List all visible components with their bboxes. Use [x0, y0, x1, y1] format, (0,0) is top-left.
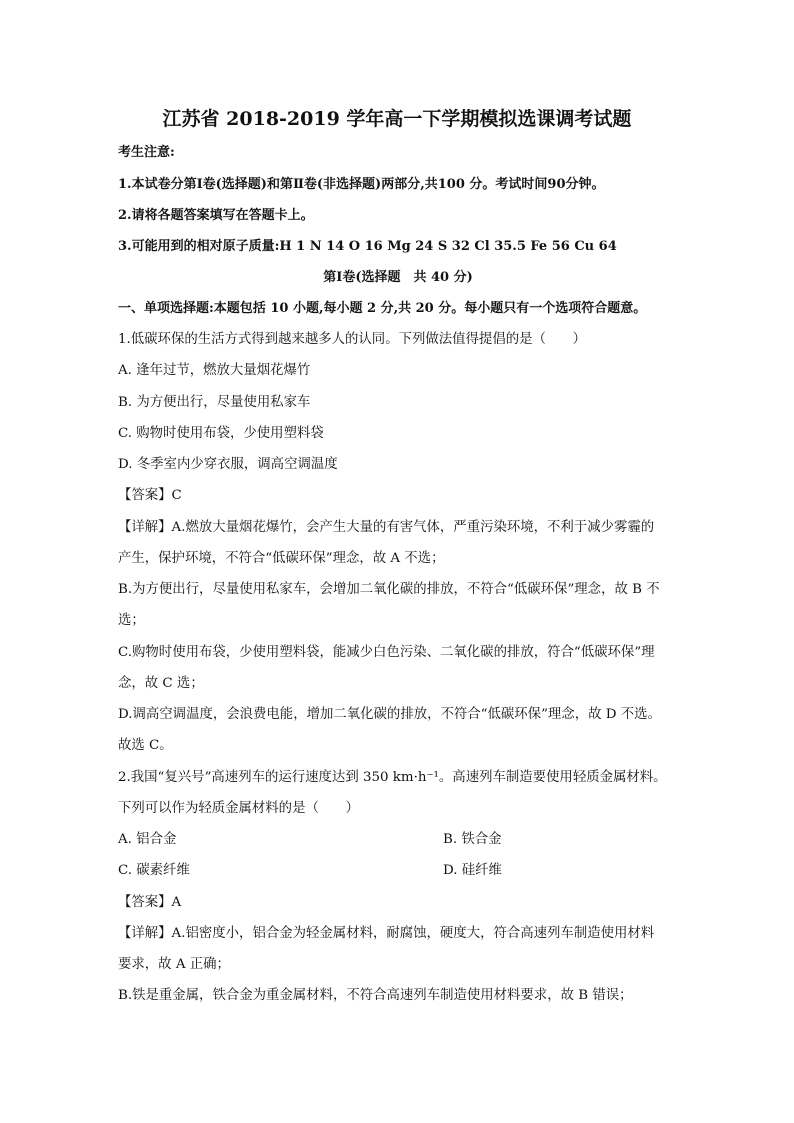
question-2-stem: 2.我国“复兴号”高速列车的运行速度达到 350 km·h⁻¹。高速列车制造要使用轻质金属材料。 [118, 770, 667, 785]
question-2-answer: 【答案】A [118, 895, 182, 910]
question-1-detail: 【详解】A.燃放大量烟花爆竹，会产生大量的有害气体，严重污染环境，不利于减少雾霾的 [118, 520, 655, 535]
question-1-option-d: D. 冬季室内少穿衣服，调高空调温度 [118, 457, 338, 472]
notice-heading: 考生注意: [118, 145, 175, 160]
question-1-detail: 故选 C。 [118, 738, 173, 753]
notice-item-2: 2.请将各题答案填写在答题卡上。 [118, 208, 314, 223]
question-2-detail: 要求，故 A 正确； [118, 957, 230, 972]
question-1-detail: D.调高空调温度，会浪费电能，增加二氧化碳的排放，不符合“低碳环保”理念，故 D 不选。 [118, 707, 661, 722]
question-1-stem: 1.低碳环保的生活方式得到越来越多人的认同。下列做法值得提倡的是（ ） [118, 332, 587, 347]
question-1-option-c: C. 购物时使用布袋，少使用塑料袋 [118, 426, 324, 441]
question-1-option-a: A. 逢年过节，燃放大量烟花爆竹 [118, 363, 311, 378]
question-2-stem: 下列可以作为轻质金属材料的是（ ） [118, 801, 360, 816]
question-1-detail: 选； [118, 613, 145, 628]
question-2-detail: 【详解】A.铝密度小，铝合金为轻金属材料，耐腐蚀，硬度大，符合高速列车制造使用材料 [118, 926, 655, 941]
question-2-option-d: D. 硅纤维 [443, 863, 502, 878]
question-1-answer: 【答案】C [118, 488, 182, 503]
question-1-option-b: B. 为方便出行，尽量使用私家车 [118, 395, 311, 410]
question-1-detail: 产生，保护环境，不符合“低碳环保”理念，故 A 不选； [118, 551, 445, 566]
notice-item-1: 1.本试卷分第Ⅰ卷(选择题)和第Ⅱ卷(非选择题)两部分,共100 分。考试时间90分钟。 [118, 177, 605, 192]
question-1-detail: 念，故 C 选； [118, 676, 204, 691]
page-title: 江苏省 2018-2019 学年高一下学期模拟选课调考试题 [162, 108, 632, 130]
notice-item-3: 3.可能用到的相对原子质量:H 1 N 14 O 16 Mg 24 S 32 Cl 35.5 Fe 56 Cu 64 [118, 239, 617, 254]
question-1-detail: C.购物时使用布袋，少使用塑料袋，能减少白色污染、二氧化碳的排放，符合“低碳环保”理 [118, 645, 655, 660]
part-heading: 一、单项选择题:本题包括 10 小题,每小题 2 分,共 20 分。每小题只有一个选项符合题意。 [118, 301, 647, 316]
section-title: 第Ⅰ卷(选择题 共 40 分) [323, 270, 473, 285]
question-2-option-a: A. 铝合金 [118, 832, 177, 847]
question-2-detail: B.铁是重金属，铁合金为重金属材料，不符合高速列车制造使用材料要求，故 B 错误； [118, 988, 633, 1003]
question-2-option-c: C. 碳素纤维 [118, 863, 190, 878]
question-1-detail: B.为方便出行，尽量使用私家车，会增加二氧化碳的排放，不符合“低碳环保”理念，故 B 不 [118, 582, 660, 597]
question-2-option-b: B. 铁合金 [443, 832, 502, 847]
